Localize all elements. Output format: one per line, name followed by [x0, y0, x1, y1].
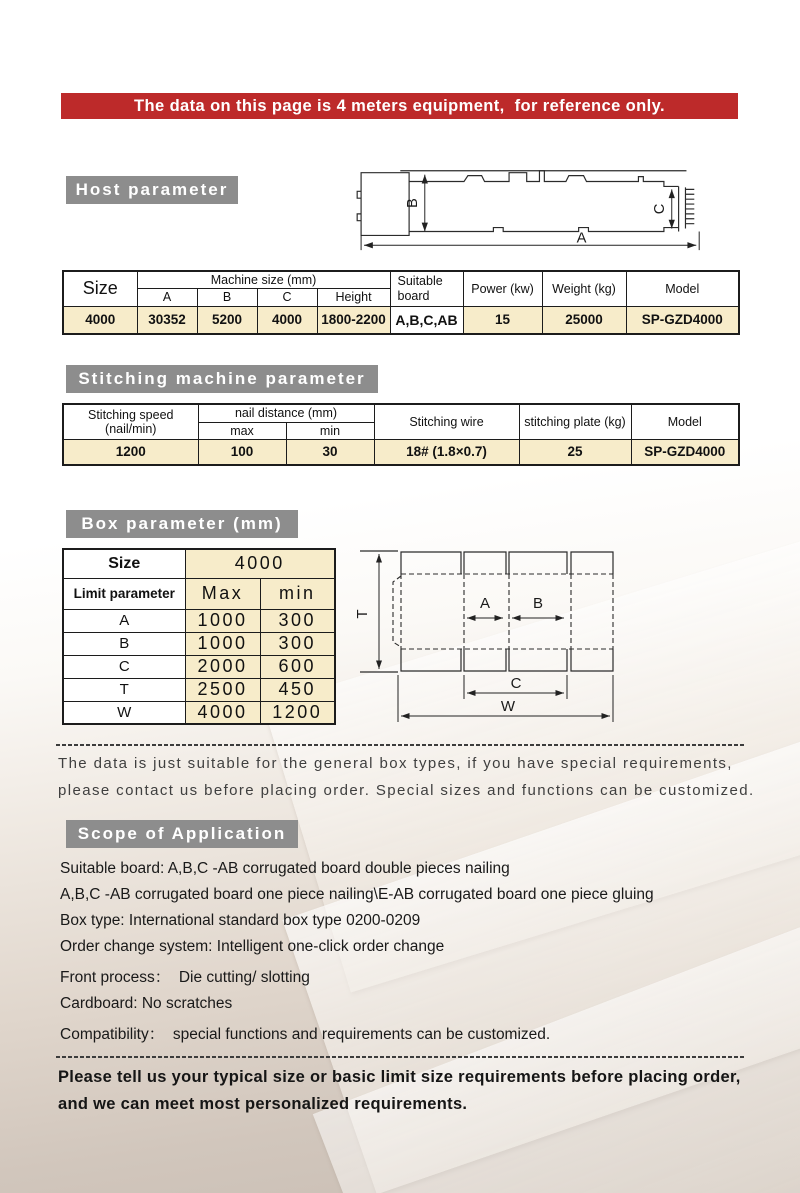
- box-row-min: 450: [260, 678, 335, 701]
- host-value-suitable-board: A,B,C,AB: [390, 306, 463, 334]
- machine-dim-b-label: B: [404, 198, 421, 208]
- host-value-c: 4000: [257, 306, 317, 334]
- host-col-weight: Weight (kg): [542, 271, 626, 306]
- box-dimension-arrowheads: [376, 554, 610, 719]
- stitching-parameter-table: [62, 403, 740, 466]
- host-value-weight: 25000: [542, 306, 626, 334]
- box-parameter-table: [62, 548, 336, 725]
- host-col-height: Height: [317, 288, 390, 306]
- host-parameter-table: [62, 270, 740, 335]
- dimension-arrowheads: [364, 175, 696, 249]
- scope-list: [60, 856, 780, 1048]
- host-col-b: B: [197, 288, 257, 306]
- machine-dim-a-label: A: [576, 230, 587, 247]
- box-size-value: 4000: [185, 549, 335, 578]
- dashed-divider: [56, 744, 746, 746]
- table-row: [63, 678, 335, 701]
- box-row-max: 2500: [185, 678, 260, 701]
- scope-line: Front process： Die cutting/ slotting: [60, 969, 310, 986]
- stitch-col-max: max: [198, 422, 286, 439]
- stitch-col-min: min: [286, 422, 374, 439]
- box-row-min: 1200: [260, 701, 335, 724]
- stitch-col-model: Model: [631, 404, 739, 439]
- stitch-value-max: 100: [198, 439, 286, 465]
- host-col-size: Size: [63, 271, 137, 306]
- box-row-max: 4000: [185, 701, 260, 724]
- box-size-label: Size: [63, 549, 185, 578]
- scope-line: Order change system: Intelligent one-click order change: [60, 938, 445, 955]
- box-row-param: B: [63, 632, 185, 655]
- stitch-col-wire: Stitching wire: [374, 404, 519, 439]
- box-row-min: 300: [260, 609, 335, 632]
- scope-line: Suitable board: A,B,C -AB corrugated board double pieces nailing: [60, 860, 510, 877]
- host-col-c: C: [257, 288, 317, 306]
- stitch-speed-label: Stitching speed: [88, 407, 174, 422]
- box-fold-lines: [393, 574, 613, 649]
- box-row-max: 1000: [185, 632, 260, 655]
- table-row: [63, 609, 335, 632]
- host-value-b: 5200: [197, 306, 257, 334]
- stitch-value-model: SP-GZD4000: [631, 439, 739, 465]
- box-dim-t-label: T: [354, 609, 371, 619]
- stitch-value-speed: 1200: [63, 439, 198, 465]
- box-min-label: min: [260, 578, 335, 609]
- table-row: [63, 701, 335, 724]
- stitch-col-nail-distance: nail distance (mm): [198, 404, 374, 422]
- general-note: [58, 750, 758, 804]
- host-value-size: 4000: [63, 306, 137, 334]
- stitch-value-wire: 18# (1.8×0.7): [374, 439, 519, 465]
- scope-line: Cardboard: No scratches: [60, 995, 233, 1012]
- box-dim-c-label: C: [510, 675, 522, 692]
- host-col-a: A: [137, 288, 197, 306]
- table-row: [63, 655, 335, 678]
- host-value-a: 30352: [137, 306, 197, 334]
- dashed-divider: [56, 1056, 746, 1058]
- stitch-col-plate: stitching plate (kg): [519, 404, 631, 439]
- general-note-line: The data is just suitable for the general box types, if you have special requirements,: [58, 755, 733, 772]
- box-row-max: 2000: [185, 655, 260, 678]
- box-parameter-heading: Box parameter (mm): [66, 510, 298, 538]
- table-row: [63, 632, 335, 655]
- notice-banner: The data on this page is 4 meters equipment, for reference only.: [61, 93, 738, 119]
- box-row-min: 300: [260, 632, 335, 655]
- host-value-power: 15: [463, 306, 542, 334]
- stitching-parameter-heading: Stitching machine parameter: [66, 365, 378, 393]
- box-row-param: T: [63, 678, 185, 701]
- box-limit-label: Limit parameter: [63, 578, 185, 609]
- order-note-line: and we can meet most personalized requirements.: [58, 1095, 468, 1113]
- scope-line: A,B,C -AB corrugated board one piece nailing\E-AB corrugated board one piece gluing: [60, 886, 654, 903]
- order-note: [58, 1064, 758, 1118]
- box-row-max: 1000: [185, 609, 260, 632]
- host-col-suitable-board: Suitable board: [390, 271, 463, 306]
- box-dim-b-label: B: [532, 595, 544, 612]
- stitch-speed-unit: (nail/min): [105, 421, 157, 436]
- stitch-value-min: 30: [286, 439, 374, 465]
- stitch-col-speed: [63, 404, 198, 439]
- dimension-lines: [361, 175, 699, 250]
- scope-line: Compatibility： special functions and requirements can be customized.: [60, 1026, 551, 1043]
- box-dim-w-label: W: [500, 698, 516, 715]
- host-col-model: Model: [626, 271, 739, 306]
- host-col-machine-size: Machine size (mm): [137, 271, 390, 288]
- machine-dim-c-label: C: [651, 203, 668, 215]
- machine-dimension-drawing: [348, 158, 726, 256]
- general-note-line: please contact us before placing order. Special sizes and functions can be customized.: [58, 782, 755, 799]
- box-blank-drawing: [350, 541, 642, 737]
- box-row-param: C: [63, 655, 185, 678]
- box-row-param: W: [63, 701, 185, 724]
- box-row-param: A: [63, 609, 185, 632]
- host-value-height: 1800-2200: [317, 306, 390, 334]
- host-parameter-heading: Host parameter: [66, 176, 238, 204]
- box-dim-a-label: A: [479, 595, 491, 612]
- box-max-label: Max: [185, 578, 260, 609]
- host-value-model: SP-GZD4000: [626, 306, 739, 334]
- box-dimension-lines: [379, 554, 613, 722]
- order-note-line: Please tell us your typical size or basic limit size requirements before placing order,: [58, 1068, 741, 1086]
- box-row-min: 600: [260, 655, 335, 678]
- host-col-power: Power (kw): [463, 271, 542, 306]
- scope-heading: Scope of Application: [66, 820, 298, 848]
- stitch-value-plate: 25: [519, 439, 631, 465]
- scope-line: Box type: International standard box type 0200-0209: [60, 912, 421, 929]
